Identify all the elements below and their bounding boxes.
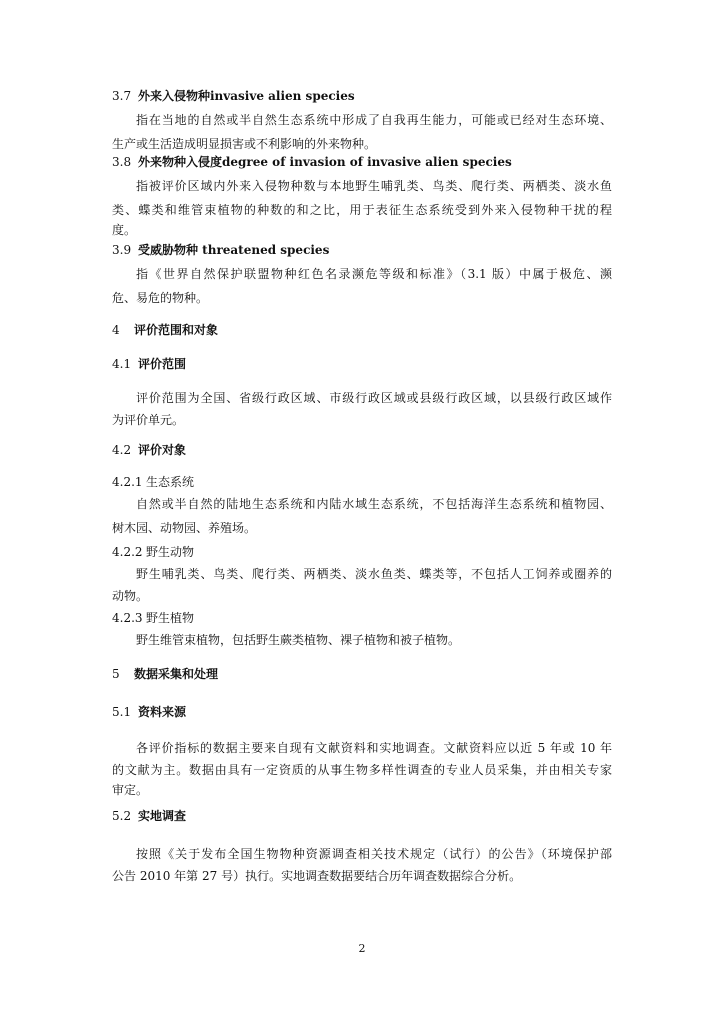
paragraph-line: 指在当地的自然或半自然生态系统中形成了自我再生能力，可能或已经对生态环境、	[136, 113, 612, 127]
paragraph-line: 类、蝶类和维管束植物的种数的和之比，用于表征生态系统受到外来入侵物种干扰的程	[112, 203, 612, 217]
heading-text: 野生动物	[146, 545, 195, 559]
heading-4-2-3	[112, 610, 612, 626]
heading-4-2-2	[112, 544, 612, 560]
heading-number: 4.2.3	[112, 611, 143, 625]
heading-text: 资料来源	[138, 705, 187, 719]
paragraph-line: 树木园、动物园、养殖场。	[112, 521, 257, 535]
page-number: 2	[358, 942, 366, 955]
paragraph-line: 公告 2010 年第 27 号）执行。实地调查数据要结合历年调查数据综合分析。	[112, 869, 522, 883]
paragraph-line: 各评价指标的数据主要来自现有文献资料和实地调查。文献资料应以近 5 年或 10 年	[136, 741, 612, 755]
heading-4-1	[112, 356, 612, 372]
heading-number: 4	[112, 323, 120, 337]
heading-4-2-1	[112, 474, 612, 490]
paragraph-line: 审定。	[112, 783, 149, 797]
heading-number: 4.2.2	[112, 545, 143, 559]
heading-4-2	[112, 442, 612, 458]
heading-3-8	[112, 154, 612, 170]
paragraph-line: 野生哺乳类、鸟类、爬行类、两栖类、淡水鱼类、蝶类等，不包括人工饲养或圈养的	[136, 567, 612, 581]
paragraph-line: 按照《关于发布全国生物物种资源调查相关技术规定（试行）的公告》（环境保护部	[136, 847, 612, 861]
heading-text: 评价范围和对象	[134, 323, 219, 337]
paragraph-line: 指《世界自然保护联盟物种红色名录濒危等级和标准》（3.1 版）中属于极危、濒	[136, 267, 612, 281]
heading-number: 4.1	[112, 357, 132, 371]
paragraph-line: 野生维管束植物，包括野生蕨类植物、裸子植物和被子植物。	[136, 633, 461, 647]
paragraph-line: 自然或半自然的陆地生态系统和内陆水域生态系统，不包括海洋生态系统和植物园、	[136, 497, 612, 511]
paragraph-line: 指被评价区域内外来入侵物种数与本地野生哺乳类、鸟类、爬行类、两栖类、淡水鱼	[136, 179, 612, 193]
heading-number: 3.9	[112, 243, 132, 257]
heading-number: 4.2.1	[112, 475, 143, 489]
heading-number: 3.8	[112, 155, 132, 169]
heading-4	[112, 322, 612, 338]
heading-number: 5	[112, 667, 120, 681]
paragraph-line: 的文献为主。数据由具有一定资质的从事生物多样性调查的专业人员采集，并由相关专家	[112, 763, 612, 777]
paragraph-line: 度。	[112, 223, 137, 237]
heading-5	[112, 666, 612, 682]
paragraph-line: 动物。	[112, 589, 149, 603]
heading-number: 3.7	[112, 89, 132, 103]
heading-text: 实地调查	[138, 809, 187, 823]
heading-text: 外来物种入侵度degree of invasion of invasive alien species	[138, 155, 512, 169]
heading-text: 野生植物	[146, 611, 195, 625]
heading-5-1	[112, 704, 612, 720]
heading-text: 数据采集和处理	[134, 667, 219, 681]
heading-number: 5.1	[112, 705, 132, 719]
heading-text: 外来入侵物种invasive alien species	[138, 89, 355, 103]
heading-text: 评价范围	[138, 357, 187, 371]
paragraph-line: 评价范围为全国、省级行政区域、市级行政区域或县级行政区域，以县级行政区域作	[136, 391, 612, 405]
heading-number: 4.2	[112, 443, 132, 457]
paragraph-line: 危、易危的物种。	[112, 291, 209, 305]
heading-5-2	[112, 808, 612, 824]
heading-3-7	[112, 88, 612, 104]
heading-number: 5.2	[112, 809, 132, 823]
heading-text: 生态系统	[146, 475, 195, 489]
heading-text: 受威胁物种 threatened species	[138, 243, 330, 257]
paragraph-line: 生产或生活造成明显损害或不利影响的外来物种。	[112, 137, 377, 151]
heading-3-9	[112, 242, 612, 258]
heading-text: 评价对象	[138, 443, 187, 457]
paragraph-line: 为评价单元。	[112, 413, 185, 427]
